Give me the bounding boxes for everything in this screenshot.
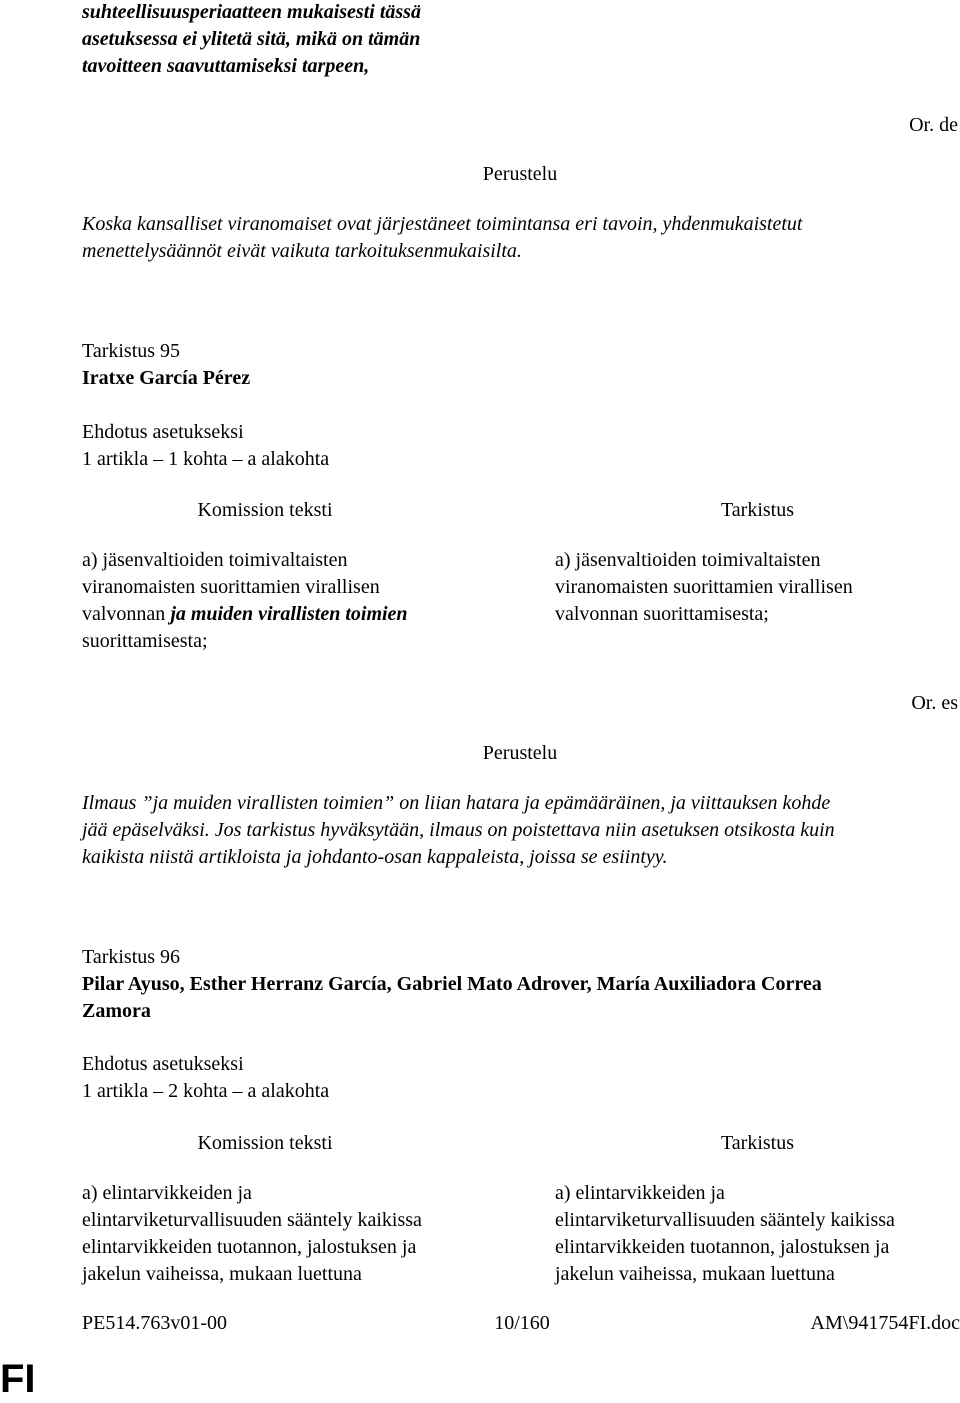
amendment-text-line: elintarvikkeiden tuotannon, jalostuksen ja xyxy=(555,1236,890,1258)
document-reference: PE514.763v01-00 xyxy=(82,1312,227,1334)
origin-language: Or. de xyxy=(909,114,958,136)
proposal-title: Ehdotus asetukseksi xyxy=(82,1053,244,1075)
justification-heading: Perustelu xyxy=(482,163,558,185)
commission-text-column xyxy=(82,1180,422,1288)
amendment-author: Iratxe García Pérez xyxy=(82,367,251,389)
justification-line: menettelysäännöt eivät vaikuta tarkoituksenmukaisilta. xyxy=(82,240,522,262)
amendment-text-line: jakelun vaiheissa, mukaan luettuna xyxy=(555,1263,835,1285)
commission-text-line: viranomaisten suorittamien virallisen xyxy=(82,576,380,598)
justification-heading: Perustelu xyxy=(482,742,558,764)
column-heading-commission: Komission teksti xyxy=(197,1132,333,1154)
amendment-text-column xyxy=(555,1180,895,1288)
deleted-text: ja muiden virallisten toimien xyxy=(170,603,408,625)
plain-text: valvonnan xyxy=(82,603,171,625)
justification-line: Ilmaus ”ja muiden virallisten toimien” on liian hatara ja epämääräinen, ja viittauksen kohde xyxy=(82,792,831,814)
language-code: FI xyxy=(0,1357,36,1401)
column-heading-amendment: Tarkistus xyxy=(720,1132,795,1154)
intro-line: tavoitteen saavuttamiseksi tarpeen, xyxy=(82,55,370,77)
amendment-number: Tarkistus 96 xyxy=(82,946,181,968)
amendment-text-line: a) jäsenvaltioiden toimivaltaisten xyxy=(555,549,821,571)
commission-text-line: suorittamisesta; xyxy=(82,630,208,652)
amendment-author: Pilar Ayuso, Esther Herranz García, Gabriel Mato Adrover, María Auxiliadora Correa xyxy=(82,973,822,995)
amendment-text-line: valvonnan suorittamisesta; xyxy=(555,603,769,625)
commission-text-column xyxy=(82,547,408,655)
commission-text-line: a) elintarvikkeiden ja xyxy=(82,1182,252,1204)
amendment-author: Zamora xyxy=(82,1000,151,1022)
column-heading-amendment: Tarkistus xyxy=(720,499,795,521)
amendment-number: Tarkistus 95 xyxy=(82,340,181,362)
amendment-text-column xyxy=(555,547,853,628)
intro-line: asetuksessa ei ylitetä sitä, mikä on tämän xyxy=(82,28,421,50)
justification-line: Koska kansalliset viranomaiset ovat järjestäneet toimintansa eri tavoin, yhdenmukaistetut xyxy=(82,213,803,235)
file-name: AM\941754FI.doc xyxy=(810,1312,960,1334)
article-reference: 1 artikla – 1 kohta – a alakohta xyxy=(82,448,330,470)
amendment-text-line: elintarviketurvallisuuden sääntely kaikissa xyxy=(555,1209,895,1231)
commission-text-line: elintarviketurvallisuuden sääntely kaikissa xyxy=(82,1209,422,1231)
justification-line: jää epäselväksi. Jos tarkistus hyväksytään, ilmaus on poistettava niin asetuksen otsikosta kuin xyxy=(82,819,835,841)
commission-text-line xyxy=(82,601,408,628)
page-number: 10/160 xyxy=(494,1312,550,1334)
article-reference: 1 artikla – 2 kohta – a alakohta xyxy=(82,1080,330,1102)
commission-text-line: jakelun vaiheissa, mukaan luettuna xyxy=(82,1263,362,1285)
intro-line: suhteellisuusperiaatteen mukaisesti tässä xyxy=(82,1,421,23)
origin-language: Or. es xyxy=(911,692,958,714)
commission-text-line: a) jäsenvaltioiden toimivaltaisten xyxy=(82,549,348,571)
commission-text-line: elintarvikkeiden tuotannon, jalostuksen ja xyxy=(82,1236,417,1258)
amendment-text-line: a) elintarvikkeiden ja xyxy=(555,1182,725,1204)
column-heading-commission: Komission teksti xyxy=(197,499,333,521)
justification-line: kaikista niistä artikloista ja johdanto-osan kappaleista, joissa se esiintyy. xyxy=(82,846,668,868)
amendment-text-line: viranomaisten suorittamien virallisen xyxy=(555,576,853,598)
proposal-title: Ehdotus asetukseksi xyxy=(82,421,244,443)
